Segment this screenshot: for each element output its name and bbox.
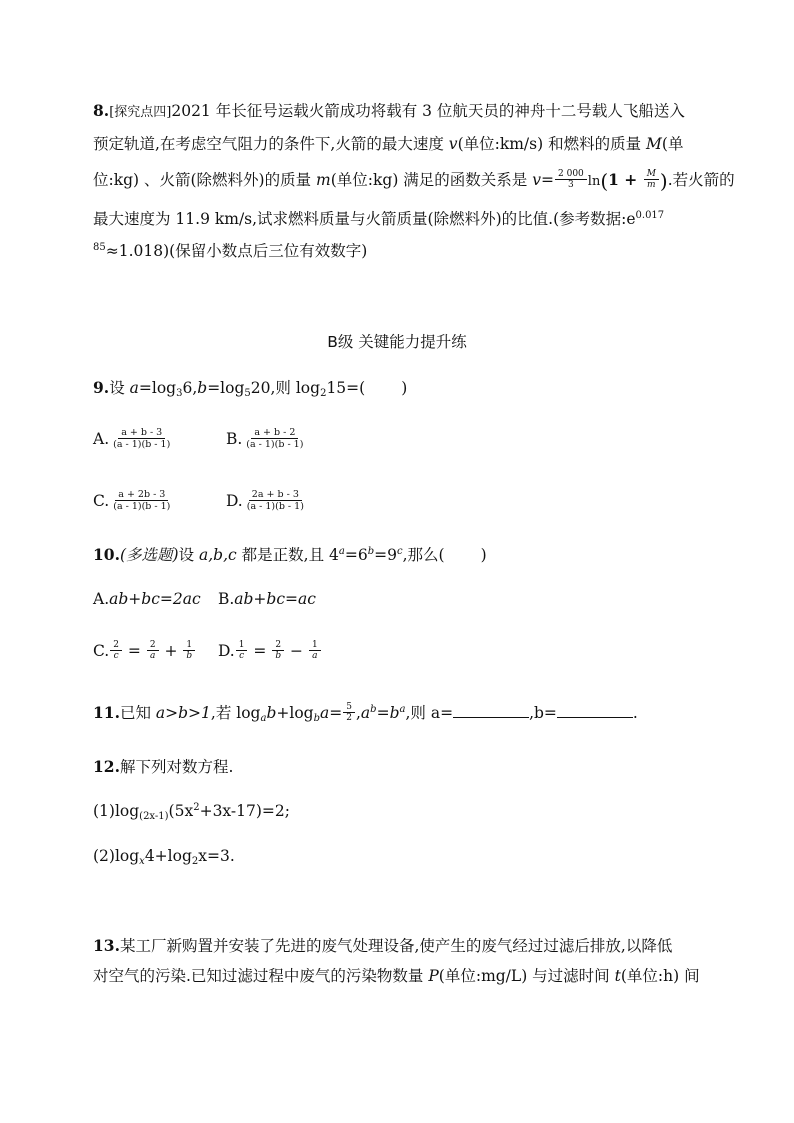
q13-line1	[93, 935, 672, 957]
part2-log: (2)log	[93, 847, 140, 865]
fraction-M: M	[644, 169, 659, 180]
q8-tag: [探究点四]	[109, 105, 172, 120]
q13-text-2b: (单位:mg/L) 与过滤时间	[438, 967, 615, 985]
formula-fraction-Mm	[644, 169, 659, 190]
q12-number: 12.	[93, 757, 120, 776]
numerator: 2a + b - 3	[249, 489, 302, 501]
var-M: M	[646, 135, 662, 153]
q10-text-2: 都是正数,且 4	[236, 546, 339, 564]
q11-condition: a>b>1	[155, 704, 211, 722]
formula-fraction	[555, 169, 587, 190]
numerator: a + b - 2	[251, 427, 298, 439]
q9-option-a[interactable]	[93, 428, 221, 452]
numerator: 5	[343, 702, 355, 713]
q11-end: .	[632, 704, 638, 722]
option-fraction	[244, 489, 307, 512]
option-label: B.	[225, 430, 243, 448]
q10-vars: a,b,c	[199, 546, 237, 564]
q8-line1	[93, 100, 685, 124]
option-fraction	[243, 427, 306, 450]
paren-close: )	[659, 169, 668, 193]
q8-number: 8.	[93, 101, 110, 120]
ln-symbol: ln	[587, 174, 601, 189]
frac: $\frac{1}{b}$	[183, 640, 195, 661]
q10-option-b[interactable]	[218, 588, 316, 610]
formula-equals: =	[541, 171, 555, 189]
q10-options-row2	[93, 640, 322, 663]
denominator: (a - 1)(b - 1)	[246, 500, 304, 512]
fraction-m: m	[647, 179, 656, 190]
q9-formula: a	[129, 379, 139, 397]
q10-tag: (多选题)	[119, 546, 179, 564]
frac: $\frac{2}{b}$	[272, 640, 284, 661]
q12-part1	[93, 800, 290, 822]
part2-base2: 2	[191, 856, 199, 867]
denominator: (a - 1)(b - 1)	[246, 438, 304, 450]
var-v: v	[448, 135, 458, 153]
part1-log: (1)log	[93, 802, 140, 820]
part1-square: 2	[193, 802, 200, 813]
fraction-numerator: 2 000	[555, 169, 587, 180]
q8-text-3c: .若火箭的	[667, 171, 735, 189]
option-fraction	[110, 427, 173, 450]
q13-text-2a: 对空气的污染.已知过滤过程中废气的污染物数量	[93, 967, 429, 985]
formula-v: v	[532, 171, 542, 189]
paren-open: (	[600, 169, 609, 193]
formula-one-plus: 1 +	[608, 170, 643, 189]
answer-blank-b[interactable]	[557, 703, 633, 718]
section-heading: B级 关键能力提升练	[327, 333, 467, 351]
q10-options-row1	[93, 588, 316, 610]
q12-text: 解下列对数方程.	[119, 758, 234, 776]
q11-text: 已知	[119, 704, 156, 722]
q10-number: 10.	[93, 545, 120, 564]
q9-number: 9.	[93, 378, 110, 397]
q10-option-a[interactable]	[93, 588, 213, 610]
q9-options-row1	[93, 428, 307, 452]
q10-stem: 10.(多选题)设 a,b,c 都是正数,且 $4^a=6^b=9^c$,那么( )	[93, 545, 487, 564]
option-label: D.	[225, 492, 243, 510]
option-label: C.	[93, 492, 110, 510]
option-text: ab+bc=2ac	[109, 590, 201, 608]
option-label: A.	[93, 590, 110, 608]
q8-exponent-part1: 0.017	[635, 210, 665, 221]
q9-text: 设	[109, 379, 130, 397]
q11-number: 11.	[93, 703, 120, 722]
part1-base: (2x-1)	[139, 811, 169, 822]
q13-text-1: 某工厂新购置并安装了先进的废气处理设备,使产生的废气经过过滤后排放,以降低	[119, 937, 673, 955]
q9-option-d[interactable]	[226, 490, 308, 514]
part2-mid: 4+log	[144, 847, 192, 865]
q13-number: 13.	[93, 936, 120, 955]
q13-line2	[93, 965, 700, 987]
q9-options-row2	[93, 490, 308, 514]
var-t: t	[614, 967, 621, 985]
option-fraction	[110, 489, 173, 512]
q11-text-mid: ,若 log	[210, 704, 261, 722]
option-label: A.	[93, 430, 110, 448]
q10-text-1: 设	[178, 546, 200, 564]
q10-close-paren: )	[480, 546, 487, 564]
q8-text-3a: 位:kg) 、火箭(除燃料外)的质量	[93, 171, 317, 189]
q10-option-d[interactable]: D. $\frac{1}{c}$ = $\frac{2}{b}$ − $\frac{1}{a}$	[218, 640, 322, 663]
numerator: a + 2b - 3	[115, 489, 168, 501]
q8-line3	[93, 169, 735, 193]
numerator: a + b - 3	[118, 427, 165, 439]
option-label: C.	[93, 642, 110, 660]
denominator: (a - 1)(b - 1)	[113, 500, 171, 512]
q12-stem	[93, 756, 233, 778]
q9-close-paren: )	[401, 379, 408, 397]
q11-b-equals: ,b=	[529, 704, 557, 722]
q8-text-5: ≈1.018)(保留小数点后三位有效数字)	[105, 242, 368, 260]
answer-blank-a[interactable]	[453, 703, 529, 718]
var-m: m	[316, 171, 331, 189]
frac: $\frac{2}{a}$	[147, 640, 159, 661]
option-text: ab+bc=ac	[234, 590, 316, 608]
q8-exponent-part2: 85	[93, 242, 106, 253]
q11-stem: 11.已知 a>b>1,若 $\log_ab+\log_ba=$ $\frac{5}{2}$ $,a^b=b^a$,则 a= ,b= .	[93, 701, 638, 724]
q9-option-c[interactable]	[93, 490, 221, 514]
q12-part2	[93, 845, 235, 867]
q9-option-b[interactable]	[226, 428, 308, 452]
q11-a-equals: ,则 a=	[405, 704, 454, 722]
q10-text-3: ,那么(	[402, 546, 445, 564]
var-P: P	[428, 967, 439, 985]
q9-stem: 9.设 $a=\log_36,b=\log_520$,则 $\log_215=$( )	[93, 378, 408, 399]
q8-text-3b: (单位:kg) 满足的函数关系是	[330, 171, 533, 189]
frac-5-2	[343, 702, 355, 723]
q8-text-2a: 预定轨道,在考虑空气阻力的条件下,火箭的最大速度	[93, 135, 449, 153]
part2-base: x	[139, 856, 145, 867]
q8-line4	[93, 208, 664, 230]
denominator: 2	[346, 712, 352, 723]
frac: $\frac{1}{c}$	[236, 640, 248, 661]
part2-end: x=3.	[198, 847, 235, 865]
q8-text-4a: 最大速度为 11.9 km/s,试求燃料质量与火箭质量(除燃料外)的比值.(参考数据:e	[93, 210, 636, 228]
fraction-denominator: 3	[568, 179, 574, 190]
q8-text-1: 2021 年长征号运载火箭成功将载有 3 位航天员的神舟十二号载人飞船送入	[171, 102, 685, 120]
q8-line5	[93, 240, 367, 262]
frac: $\frac{1}{a}$	[309, 640, 321, 661]
option-label: D.	[217, 642, 235, 660]
denominator: (a - 1)(b - 1)	[113, 438, 171, 450]
option-label: B.	[217, 590, 235, 608]
q13-text-2c: (单位:h) 间	[620, 967, 700, 985]
frac: $\frac{2}{c}$	[110, 640, 122, 661]
part1-rest: (5x	[168, 802, 194, 820]
part1-end: +3x-17)=2;	[199, 802, 290, 820]
q8-line2	[93, 133, 683, 155]
q10-option-c[interactable]: C. $\frac{2}{c}$ = $\frac{2}{a}$ + $\frac{1}{b}$	[93, 640, 213, 663]
q8-text-2c: (单	[661, 135, 684, 153]
q8-text-2b: (单位:km/s) 和燃料的质量	[457, 135, 647, 153]
